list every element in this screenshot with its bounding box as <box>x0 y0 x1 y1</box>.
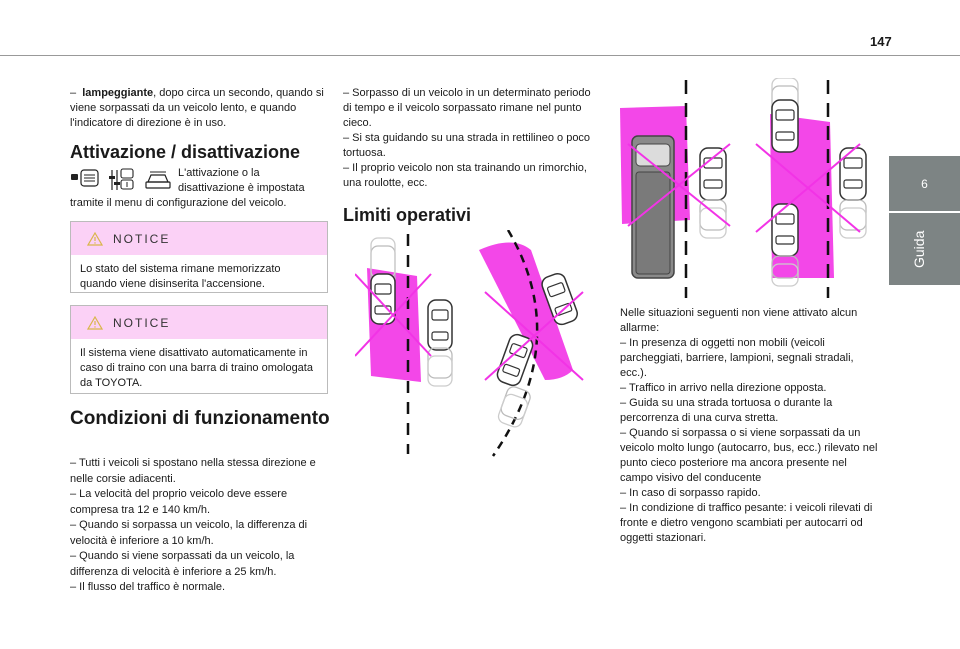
car-icon <box>428 300 452 350</box>
illustration-straight-road <box>355 232 455 457</box>
list-item: – Il proprio veicolo non sta trainando un rimorchio, una roulotte, ecc. <box>343 162 587 189</box>
list-item: – In caso di sorpasso rapido. <box>620 487 761 499</box>
vehicle-icon <box>146 172 170 188</box>
warning-triangle-icon <box>87 316 103 330</box>
menu-button-icon <box>71 170 98 186</box>
list-item: – Il flusso del traffico è normale. <box>70 581 226 593</box>
col3-intro: Nelle situazioni seguenti non viene attivato alcun allarme: <box>620 307 858 334</box>
notice-title: NOTICE <box>113 231 171 246</box>
condizioni-list <box>70 456 330 596</box>
side-tab-number[interactable] <box>889 156 960 211</box>
side-tab-label[interactable] <box>889 213 960 285</box>
side-tab-label-text: Guida <box>911 230 927 268</box>
page-number: 147 <box>870 34 892 49</box>
warning-triangle-icon <box>87 232 103 246</box>
notice-header <box>71 306 327 339</box>
notice-body: Lo stato del sistema rimane memorizzato quando viene disinserita l'accensione. <box>80 263 281 290</box>
illustration-overtake <box>748 78 876 300</box>
notice-body: Il sistema viene disattivato automaticamente in caso di traino con una barra di traino omologata da TOYOTA. <box>80 347 313 389</box>
intro-paragraph <box>70 86 328 131</box>
list-item: – Si sta guidando su una strada in rettilineo o poco tortuosa. <box>343 132 591 159</box>
side-tab-number-text: 6 <box>921 176 928 191</box>
notice-title: NOTICE <box>113 315 171 330</box>
list-item: – Quando si sorpassa un veicolo, la differenza di velocità è inferiore a 10 km/h. <box>70 519 308 547</box>
intro-dash: – <box>70 87 77 99</box>
intro-bold: lampeggiante <box>82 87 154 99</box>
list-item: – In condizione di traffico pesante: i veicoli rilevati di fronte e dietro vengono scambiati per autocarri od oggetti stazionari. <box>620 502 873 544</box>
attivazione-text-b: tramite il menu di configurazione del veicolo. <box>70 197 287 209</box>
list-item: – Tutti i veicoli si spostano nella stessa direzione e nelle corsie adiacenti. <box>70 457 316 485</box>
col3-list <box>620 306 878 546</box>
list-item: – Traffico in arrivo nella direzione opposta. <box>620 382 827 394</box>
intro-rest: , dopo circa un secondo, quando si viene sorpassati da un veicolo lento, e quando l'indicatore di direzione è in uso. <box>70 87 324 129</box>
car-icon <box>772 204 798 256</box>
heading-limiti: Limiti operativi <box>343 205 472 225</box>
attivazione-text-a: L'attivazione o la disattivazione è impostata <box>178 167 305 194</box>
notice-box-1 <box>70 221 328 293</box>
col2-list <box>343 86 595 191</box>
illustration-curved-road <box>473 230 595 458</box>
heading-attivazione: Attivazione / disattivazione <box>70 142 301 162</box>
top-rule <box>0 55 960 56</box>
list-item: – Guida su una strada tortuosa o durante la percorrenza di una curva stretta. <box>620 397 833 424</box>
list-item: – In presenza di oggetti non mobili (veicoli parcheggiati, barriere, lampioni, segnali stradali, ecc.). <box>620 337 854 379</box>
notice-box-2 <box>70 305 328 394</box>
list-item: – Quando si sorpassa o si viene sorpassati da un veicolo molto lungo (autocarro, bus, ecc.) rilevato nel punto cieco posteriore ma ancora presente nel campo visivo del conducente <box>620 427 878 484</box>
heading-condizioni: Condizioni di funzionamento <box>70 408 330 429</box>
car-icon <box>772 100 798 152</box>
illustration-truck <box>618 78 738 300</box>
list-item: – La velocità del proprio veicolo deve essere compresa tra 12 e 140 km/h. <box>70 488 288 516</box>
settings-icons <box>70 168 180 192</box>
settings-sliders-icon <box>109 169 133 190</box>
car-icon <box>840 148 866 200</box>
car-icon <box>700 148 726 200</box>
notice-header <box>71 222 327 255</box>
car-ghost-icon <box>428 348 452 386</box>
list-item: – Quando si viene sorpassati da un veicolo, la differenza di velocità è inferiore a 25 km/h. <box>70 550 295 578</box>
list-item: – Sorpasso di un veicolo in un determinato periodo di tempo e il veicolo sorpassato rimane nel punto cieco. <box>343 87 591 129</box>
